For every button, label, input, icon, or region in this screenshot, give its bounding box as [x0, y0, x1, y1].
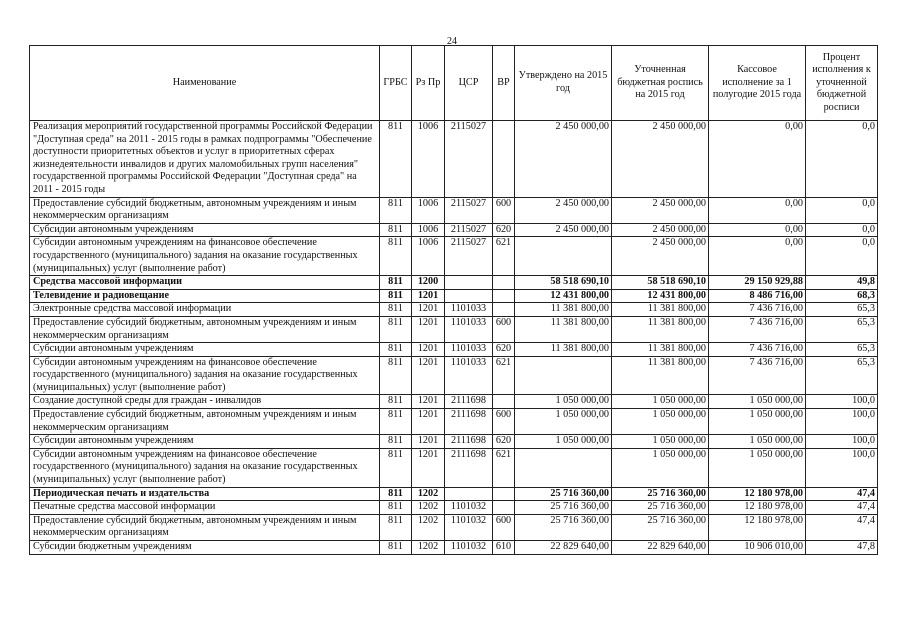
cell-rzpr: 1201 [412, 435, 445, 449]
cell-name: Предоставление субсидий бюджетным, автономным учреждениям и иным некоммерческим организациям [30, 316, 380, 342]
cell-percent: 0,0 [806, 121, 878, 198]
cell-cash: 1 050 000,00 [709, 409, 806, 435]
cell-name: Печатные средства массовой информации [30, 501, 380, 515]
table-row [30, 121, 878, 198]
table-row [30, 409, 878, 435]
cell-cash: 7 436 716,00 [709, 316, 806, 342]
cell-approved: 25 716 360,00 [515, 487, 612, 501]
cell-grbs: 811 [380, 343, 412, 357]
cell-approved: 1 050 000,00 [515, 395, 612, 409]
cell-csr: 2115027 [445, 121, 493, 198]
cell-cash: 8 486 716,00 [709, 289, 806, 303]
cell-refined: 25 716 360,00 [612, 514, 709, 540]
cell-vr [493, 121, 515, 198]
cell-rzpr: 1201 [412, 356, 445, 395]
cell-refined: 1 050 000,00 [612, 448, 709, 487]
cell-refined: 2 450 000,00 [612, 121, 709, 198]
cell-approved: 12 431 800,00 [515, 289, 612, 303]
cell-percent: 100,0 [806, 395, 878, 409]
cell-csr [445, 276, 493, 290]
header-grbs: ГРБС [380, 46, 412, 121]
cell-grbs: 811 [380, 541, 412, 555]
cell-grbs: 811 [380, 514, 412, 540]
cell-cash: 1 050 000,00 [709, 435, 806, 449]
cell-vr [493, 395, 515, 409]
cell-approved [515, 237, 612, 276]
cell-rzpr: 1200 [412, 276, 445, 290]
cell-percent: 0,0 [806, 237, 878, 276]
cell-refined: 11 381 800,00 [612, 356, 709, 395]
cell-cash: 29 150 929,88 [709, 276, 806, 290]
cell-rzpr: 1201 [412, 316, 445, 342]
cell-vr: 620 [493, 343, 515, 357]
table-row [30, 395, 878, 409]
cell-grbs: 811 [380, 121, 412, 198]
cell-name: Телевидение и радиовещание [30, 289, 380, 303]
cell-vr: 621 [493, 448, 515, 487]
cell-name: Предоставление субсидий бюджетным, автономным учреждениям и иным некоммерческим организациям [30, 409, 380, 435]
cell-name: Электронные средства массовой информации [30, 303, 380, 317]
header-percent: Процент исполнения к уточненной бюджетной росписи [806, 46, 878, 121]
cell-refined: 1 050 000,00 [612, 395, 709, 409]
cell-rzpr: 1201 [412, 289, 445, 303]
cell-vr [493, 289, 515, 303]
table-row [30, 316, 878, 342]
cell-name: Субсидии автономным учреждениям [30, 435, 380, 449]
cell-rzpr: 1201 [412, 303, 445, 317]
cell-percent: 65,3 [806, 303, 878, 317]
cell-csr: 1101033 [445, 343, 493, 357]
cell-name: Субсидии автономным учреждениям на финансовое обеспечение государственного (муниципального) задания на оказание государственных (муниципальных) услуг (выполнение работ) [30, 448, 380, 487]
cell-csr: 2115027 [445, 197, 493, 223]
cell-rzpr: 1201 [412, 343, 445, 357]
cell-rzpr: 1201 [412, 448, 445, 487]
cell-rzpr: 1202 [412, 514, 445, 540]
cell-cash: 10 906 010,00 [709, 541, 806, 555]
cell-approved: 25 716 360,00 [515, 514, 612, 540]
cell-csr: 1101033 [445, 316, 493, 342]
cell-vr [493, 487, 515, 501]
cell-cash: 0,00 [709, 237, 806, 276]
cell-rzpr: 1202 [412, 541, 445, 555]
cell-name: Реализация мероприятий государственной программы Российской Федерации "Доступная среда" на 2011 - 2015 годы в рамках подпрограммы "Обеспечение доступности приоритетных объектов и услуг в приоритетных сферах жизнедеятельности инвалидов и других маломобильных групп населения" государственной программы Российской Федерации "Доступная среда" на 2011 - 2015 годы [30, 121, 380, 198]
cell-vr: 620 [493, 223, 515, 237]
cell-vr: 600 [493, 409, 515, 435]
cell-percent: 47,4 [806, 487, 878, 501]
cell-cash: 7 436 716,00 [709, 356, 806, 395]
cell-csr: 2115027 [445, 237, 493, 276]
cell-csr [445, 289, 493, 303]
cell-name: Субсидии автономным учреждениям на финансовое обеспечение государственного (муниципального) задания на оказание государственных (муниципальных) услуг (выполнение работ) [30, 237, 380, 276]
cell-refined: 22 829 640,00 [612, 541, 709, 555]
table-row [30, 487, 878, 501]
table-row [30, 343, 878, 357]
cell-vr: 610 [493, 541, 515, 555]
cell-rzpr: 1201 [412, 409, 445, 435]
cell-refined: 2 450 000,00 [612, 237, 709, 276]
table-body [30, 121, 878, 555]
cell-refined: 58 518 690,10 [612, 276, 709, 290]
cell-vr: 620 [493, 435, 515, 449]
cell-grbs: 811 [380, 197, 412, 223]
table-row [30, 276, 878, 290]
cell-csr: 2111698 [445, 395, 493, 409]
header-vr: ВР [493, 46, 515, 121]
cell-name: Создание доступной среды для граждан - инвалидов [30, 395, 380, 409]
table-row [30, 448, 878, 487]
table-row [30, 289, 878, 303]
cell-percent: 100,0 [806, 409, 878, 435]
cell-refined: 25 716 360,00 [612, 487, 709, 501]
cell-rzpr: 1006 [412, 237, 445, 276]
cell-grbs: 811 [380, 448, 412, 487]
cell-vr: 600 [493, 316, 515, 342]
cell-percent: 47,4 [806, 514, 878, 540]
page-number: 24 [447, 36, 457, 47]
cell-vr [493, 303, 515, 317]
cell-csr [445, 487, 493, 501]
cell-csr: 1101032 [445, 514, 493, 540]
cell-csr: 2111698 [445, 448, 493, 487]
table-row [30, 501, 878, 515]
cell-approved: 2 450 000,00 [515, 223, 612, 237]
header-approved: Утверждено на 2015 год [515, 46, 612, 121]
cell-percent: 100,0 [806, 448, 878, 487]
cell-name: Субсидии бюджетным учреждениям [30, 541, 380, 555]
cell-cash: 1 050 000,00 [709, 448, 806, 487]
cell-grbs: 811 [380, 316, 412, 342]
cell-percent: 68,3 [806, 289, 878, 303]
table-row [30, 237, 878, 276]
cell-cash: 12 180 978,00 [709, 514, 806, 540]
cell-cash: 7 436 716,00 [709, 303, 806, 317]
cell-approved: 25 716 360,00 [515, 501, 612, 515]
cell-rzpr: 1006 [412, 121, 445, 198]
cell-refined: 12 431 800,00 [612, 289, 709, 303]
cell-grbs: 811 [380, 289, 412, 303]
cell-vr: 600 [493, 197, 515, 223]
cell-name: Субсидии автономным учреждениям на финансовое обеспечение государственного (муниципального) задания на оказание государственных (муниципальных) услуг (выполнение работ) [30, 356, 380, 395]
cell-refined: 11 381 800,00 [612, 303, 709, 317]
cell-name: Периодическая печать и издательства [30, 487, 380, 501]
cell-csr: 2115027 [445, 223, 493, 237]
cell-csr: 2111698 [445, 435, 493, 449]
table-row [30, 541, 878, 555]
cell-rzpr: 1006 [412, 197, 445, 223]
cell-csr: 1101032 [445, 501, 493, 515]
cell-cash: 1 050 000,00 [709, 395, 806, 409]
cell-cash: 0,00 [709, 223, 806, 237]
cell-percent: 65,3 [806, 316, 878, 342]
cell-approved [515, 448, 612, 487]
cell-cash: 12 180 978,00 [709, 487, 806, 501]
cell-grbs: 811 [380, 303, 412, 317]
cell-approved [515, 356, 612, 395]
table-row [30, 223, 878, 237]
cell-refined: 1 050 000,00 [612, 435, 709, 449]
cell-approved: 11 381 800,00 [515, 316, 612, 342]
header-name: Наименование [30, 46, 380, 121]
cell-percent: 47,8 [806, 541, 878, 555]
cell-cash: 7 436 716,00 [709, 343, 806, 357]
cell-refined: 11 381 800,00 [612, 343, 709, 357]
cell-vr: 621 [493, 237, 515, 276]
cell-vr: 621 [493, 356, 515, 395]
cell-vr: 600 [493, 514, 515, 540]
cell-grbs: 811 [380, 395, 412, 409]
cell-grbs: 811 [380, 487, 412, 501]
cell-refined: 25 716 360,00 [612, 501, 709, 515]
cell-cash: 0,00 [709, 197, 806, 223]
cell-rzpr: 1202 [412, 501, 445, 515]
cell-grbs: 811 [380, 223, 412, 237]
cell-refined: 1 050 000,00 [612, 409, 709, 435]
cell-percent: 47,4 [806, 501, 878, 515]
cell-approved: 58 518 690,10 [515, 276, 612, 290]
cell-grbs: 811 [380, 501, 412, 515]
table-row [30, 435, 878, 449]
cell-refined: 2 450 000,00 [612, 197, 709, 223]
cell-rzpr: 1006 [412, 223, 445, 237]
cell-percent: 65,3 [806, 356, 878, 395]
cell-csr: 1101033 [445, 303, 493, 317]
cell-grbs: 811 [380, 276, 412, 290]
cell-csr: 2111698 [445, 409, 493, 435]
cell-name: Предоставление субсидий бюджетным, автономным учреждениям и иным некоммерческим организациям [30, 514, 380, 540]
cell-name: Предоставление субсидий бюджетным, автономным учреждениям и иным некоммерческим организациям [30, 197, 380, 223]
cell-percent: 100,0 [806, 435, 878, 449]
cell-grbs: 811 [380, 409, 412, 435]
cell-percent: 65,3 [806, 343, 878, 357]
table-row [30, 303, 878, 317]
cell-approved: 2 450 000,00 [515, 121, 612, 198]
cell-vr [493, 501, 515, 515]
table-row [30, 197, 878, 223]
table-row [30, 514, 878, 540]
cell-approved: 22 829 640,00 [515, 541, 612, 555]
cell-cash: 12 180 978,00 [709, 501, 806, 515]
header-cash: Кассовое исполнение за 1 полугодие 2015 года [709, 46, 806, 121]
cell-approved: 11 381 800,00 [515, 303, 612, 317]
table-header-row [30, 46, 878, 121]
cell-csr: 1101033 [445, 356, 493, 395]
cell-percent: 0,0 [806, 223, 878, 237]
cell-approved: 1 050 000,00 [515, 409, 612, 435]
cell-approved: 11 381 800,00 [515, 343, 612, 357]
cell-grbs: 811 [380, 435, 412, 449]
cell-rzpr: 1202 [412, 487, 445, 501]
cell-percent: 49,8 [806, 276, 878, 290]
cell-cash: 0,00 [709, 121, 806, 198]
cell-approved: 2 450 000,00 [515, 197, 612, 223]
cell-refined: 11 381 800,00 [612, 316, 709, 342]
cell-name: Субсидии автономным учреждениям [30, 223, 380, 237]
header-refined: Уточненная бюджетная роспись на 2015 год [612, 46, 709, 121]
cell-approved: 1 050 000,00 [515, 435, 612, 449]
cell-grbs: 811 [380, 356, 412, 395]
header-rzpr: Рз Пр [412, 46, 445, 121]
cell-percent: 0,0 [806, 197, 878, 223]
cell-grbs: 811 [380, 237, 412, 276]
budget-execution-table [29, 45, 878, 555]
cell-rzpr: 1201 [412, 395, 445, 409]
cell-csr: 1101032 [445, 541, 493, 555]
cell-refined: 2 450 000,00 [612, 223, 709, 237]
table-row [30, 356, 878, 395]
cell-vr [493, 276, 515, 290]
cell-name: Субсидии автономным учреждениям [30, 343, 380, 357]
cell-name: Средства массовой информации [30, 276, 380, 290]
header-csr: ЦСР [445, 46, 493, 121]
